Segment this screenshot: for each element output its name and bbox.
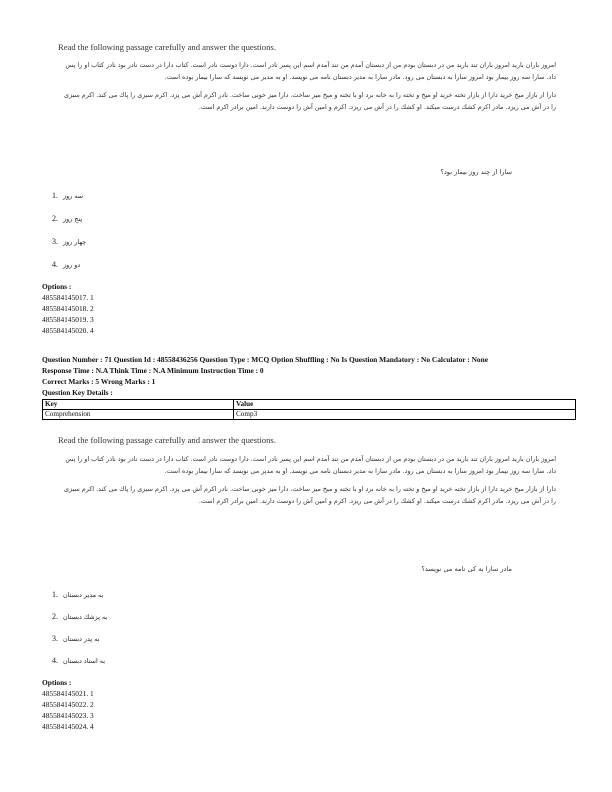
option-id: 485584145018. 2 [42,304,94,313]
option-text: دو روز [63,260,81,269]
option-id: 485584145017. 1 [42,293,94,302]
option-number: 2. [52,214,58,223]
options-list [42,281,570,336]
option-text: چهار روز [63,237,87,246]
options-list [42,677,570,732]
table-cell-value: Comp3 [234,410,576,420]
option-item [52,634,99,643]
option-text: سه روز [63,191,84,200]
option-item [52,191,83,200]
option-number: 3. [52,634,58,643]
question-meta [42,354,570,398]
option-item [52,590,103,599]
option-id: 485584145019. 3 [42,315,94,324]
option-item [52,656,105,665]
passage [60,59,556,119]
option-item [52,260,80,269]
option-text: به استاد دبستان [63,656,106,665]
option-text: به پدر دبستان [63,634,100,643]
passage-paragraph: دارا از بازار ميخ خريد دارا از بازار تخته خريد او ميخ و تخته را به خانه برد او با تخته و ميخ ميز ساخت. دارا ميز خوبى ساخت. نادر اكرم آش مى پزد. اكرم سبزى را پاك مى كند. اكرم سبزى را در آش مى ريزد. مادر اكرم كشك درست ميكند. او كشك را در آش مى ريزد. اكرم و امين آش را دوست دارند. امين برادر اكرم است. [63,485,556,505]
passage-paragraph: امروز باران باريد امروز باران تند باريد من در دبستان بودم من از دبستان آمدم من تند آمدم اسم اين پسر نادر است. دارا دوست نادر است. كتاب دارا در دست نادر بود نادر كتاب او را پس داد. سارا سه روز بيمار بود امروز سارا به دبستان مى رود. مادر سارا به مدير دبستان نامه مى نويسد. او به مدير مى نويسد كه سارا بيمار بوده است. [65,455,556,475]
option-id: 485584145024. 4 [42,722,94,731]
table-row [43,410,576,420]
options-label: Options : [42,678,72,687]
instruction-text: Read the following passage carefully and answer the questions. [58,42,276,52]
option-item [52,237,86,246]
table-header-key: Key [43,400,234,410]
option-item [52,214,82,223]
option-number: 4. [52,656,58,665]
passage-paragraph: امروز باران باريد امروز باران تند باريد من در دبستان بودم من از دبستان آمدم من تند آمدم اسم اين پسر نادر است. دارا دوست نادر است. كتاب دارا در دست نادر بود نادر كتاب او را پس داد. سارا سه روز بيمار بود امروز سارا به دبستان مى رود. مادر سارا به مدير دبستان نامه مى نويسد. او به مدير مى نويسد كه سارا بيمار بوده است. [65,61,556,81]
options-label: Options : [42,282,72,291]
option-number: 2. [52,612,58,621]
option-item [52,612,107,621]
table-cell-key: Comprehension [43,410,234,420]
option-number: 1. [52,191,58,200]
option-number: 4. [52,260,58,269]
response-time: Response Time : N.A Think Time : N.A Minimum Instruction Time : 0 [42,366,264,375]
option-id: 485584145023. 3 [42,711,94,720]
table-header-row [43,400,576,410]
marks: Correct Marks : 5 Wrong Marks : 1 [42,377,156,386]
key-details-label: Question Key Details : [42,388,113,397]
option-number: 3. [52,237,58,246]
question-header: Question Number : 71 Question Id : 48558436256 Question Type : MCQ Option Shuffling : No Is Question Mandatory : No Calculator : None [42,355,488,364]
option-text: به مدير دبستان [63,590,104,599]
option-id: 485584145021. 1 [42,689,94,698]
table-header-value: Value [234,400,576,410]
question-stem: سارا از چند روز بيمار بود؟ [440,168,512,176]
instruction-text: Read the following passage carefully and answer the questions. [58,435,276,445]
option-number: 1. [52,590,58,599]
option-text: پنج روز [63,214,83,223]
passage [60,453,556,513]
option-id: 485584145020. 4 [42,326,94,335]
option-text: به پزشك دبستان [63,612,108,621]
key-details-table [42,399,576,420]
question-stem: مادر سارا به كى نامه مى نويسد؟ [421,565,512,573]
passage-paragraph: دارا از بازار ميخ خريد دارا از بازار تخته خريد او ميخ و تخته را به خانه برد او با تخته و ميخ ميز ساخت. دارا ميز خوبى ساخت. نادر اكرم آش مى پزد. اكرم سبزى را پاك مى كند. اكرم سبزى را در آش مى ريزد. مادر اكرم كشك درست ميكند. او كشك را در آش مى ريزد. اكرم و امين آش را دوست دارند. امين برادر اكرم است. [63,91,556,111]
option-id: 485584145022. 2 [42,700,94,709]
